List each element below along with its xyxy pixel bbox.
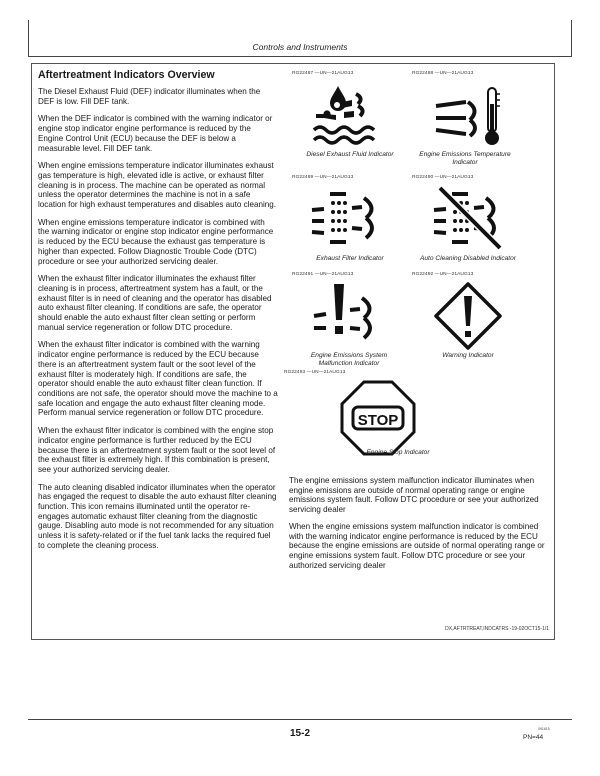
left-column [38, 69, 278, 559]
caption-malfunction: Engine Emissions System Malfunction Indicator [310, 352, 388, 367]
figure-tag-malfunction: RG22491 —UN—21AUG13 [292, 272, 354, 277]
caption-filter: Exhaust Filter Indicator [316, 255, 384, 262]
right-column-text [289, 476, 549, 577]
paragraph: When the exhaust filter indicator is combined with the engine stop indicator engine performance is further reduced by the ECU because there is an aftertreatment system fault or the soot level of the exhaust filter is extremely high. If this combination is present, see your authorized servicing dealer. [38, 426, 276, 474]
exhaust-filter-icon [308, 188, 384, 248]
figure-tag-disabled: RG22490 —UN—21AUG13 [412, 175, 474, 180]
stop-icon [340, 380, 416, 456]
emissions-malfunction-icon [310, 280, 386, 344]
figure-tag-def: RG22487 —UN—21AUG13 [292, 71, 354, 76]
figure-tag-temp: RG22488 —UN—21AUG13 [412, 71, 474, 76]
pn-label: PN=44 [523, 734, 544, 741]
warning-icon [432, 280, 504, 352]
section-title: Aftertreatment Indicators Overview [38, 69, 215, 81]
caption-temp: Engine Emissions Temperature Indicator [419, 151, 511, 166]
stop-sign-text: STOP [357, 412, 399, 429]
auto-cleaning-disabled-icon [430, 186, 510, 250]
paragraph: The engine emissions system malfunction indicator illuminates when engine emissions are outside of normal operating range or engine emissions system fault. Follow DTC procedure or see your authorized servicing dealer [289, 476, 539, 515]
footer-rule [28, 719, 572, 720]
paragraph: When engine emissions temperature indicator illuminates exhaust gas temperature is high, elevated idle is active, or exhaust filter cleaning is in process. The machine can be operated as normal unless the operator determines the machine is not in a safe location for high exhaust temperatures and disables auto cleaning. [38, 161, 277, 210]
figure-tag-warning: RG22492 —UN—21AUG13 [412, 272, 474, 277]
figure-tag-filter: RG22489 —UN—21AUG13 [292, 175, 354, 180]
page-number: 15-2 [289, 728, 310, 739]
paragraph: When the engine emissions system malfunction indicator is combined with the warning indicator engine performance is reduced by the ECU because the engine emissions are outside of normal operating range or engine emissions system fault. Follow DTC procedure or see your authorized servicing dealer [289, 521, 545, 570]
caption-stop: Engine Stop Indicator [366, 449, 430, 456]
page-header-title: Controls and Instruments [252, 42, 348, 52]
paragraph: The auto cleaning disabled indicator illuminates when the operator has engaged the request to disable the auto exhaust filter cleaning function. This icon remains illuminated until the operator re-engages automatic exhaust filter cleaning from the diagnostic gauge. Disabling auto mode is not recommended for any situation unless it is safety-related or if the fuel tank lacks the required fuel to complete the cleaning process. [38, 482, 277, 550]
paragraph: When the exhaust filter indicator is combined with the warning indicator engine performance is reduced by the ECU because there is an aftertreatment system fault or the soot level of the exhaust filter is moderately high. If conditions are safe, the operator should enable the auto exhaust filter clean function. If conditions are not safe, the operator should move the machine to a safe location and engage the auto exhaust filter cleaning mode. Perform manual service regeneration or follow DTC procedure. [38, 340, 278, 418]
paragraph: When the exhaust filter indicator illuminates the exhaust filter cleaning is in process, aftertreatment system has a fault, or the exhaust filter is in need of cleaning and the operator has disabled auto exhaust filter cleaning. If conditions are safe, the operator should enable the auto exhaust filter clean setting or perform manual service regeneration or follow DTC procedure. [38, 274, 272, 332]
footer-code: 091615 [538, 727, 550, 731]
caption-def: Diesel Exhaust Fluid Indicator [306, 151, 394, 158]
caption-warning: Warning Indicator [442, 352, 494, 359]
paragraph: When engine emissions temperature indicator is combined with the warning indicator or engine stop indicator engine performance is reduced by the ECU because the exhaust gas temperature is higher than expected. Follow Diagnostic Trouble Code (DTC) procedure or see your authorized servicing dealer. [38, 217, 274, 266]
paragraph: The Diesel Exhaust Fluid (DEF) indicator illuminates when the DEF is low. Fill DEF tank. [38, 87, 261, 106]
document-id: DX,AFTRTREAT,INDCATRS -19-02OCT15-1/1 [445, 626, 549, 632]
header-rule [28, 56, 572, 57]
def-icon [310, 84, 382, 148]
figure-tag-stop: RG22493 —UN—21AUG13 [284, 370, 346, 375]
emissions-temperature-icon [432, 84, 508, 148]
paragraph: When the DEF indicator is combined with the warning indicator or engine stop indicator engine performance is reduced by the Engine Control Unit (ECU) because the DEF is below a measurable level. Fill DEF tank. [38, 114, 273, 153]
caption-disabled: Auto Cleaning Disabled Indicator [419, 255, 517, 262]
